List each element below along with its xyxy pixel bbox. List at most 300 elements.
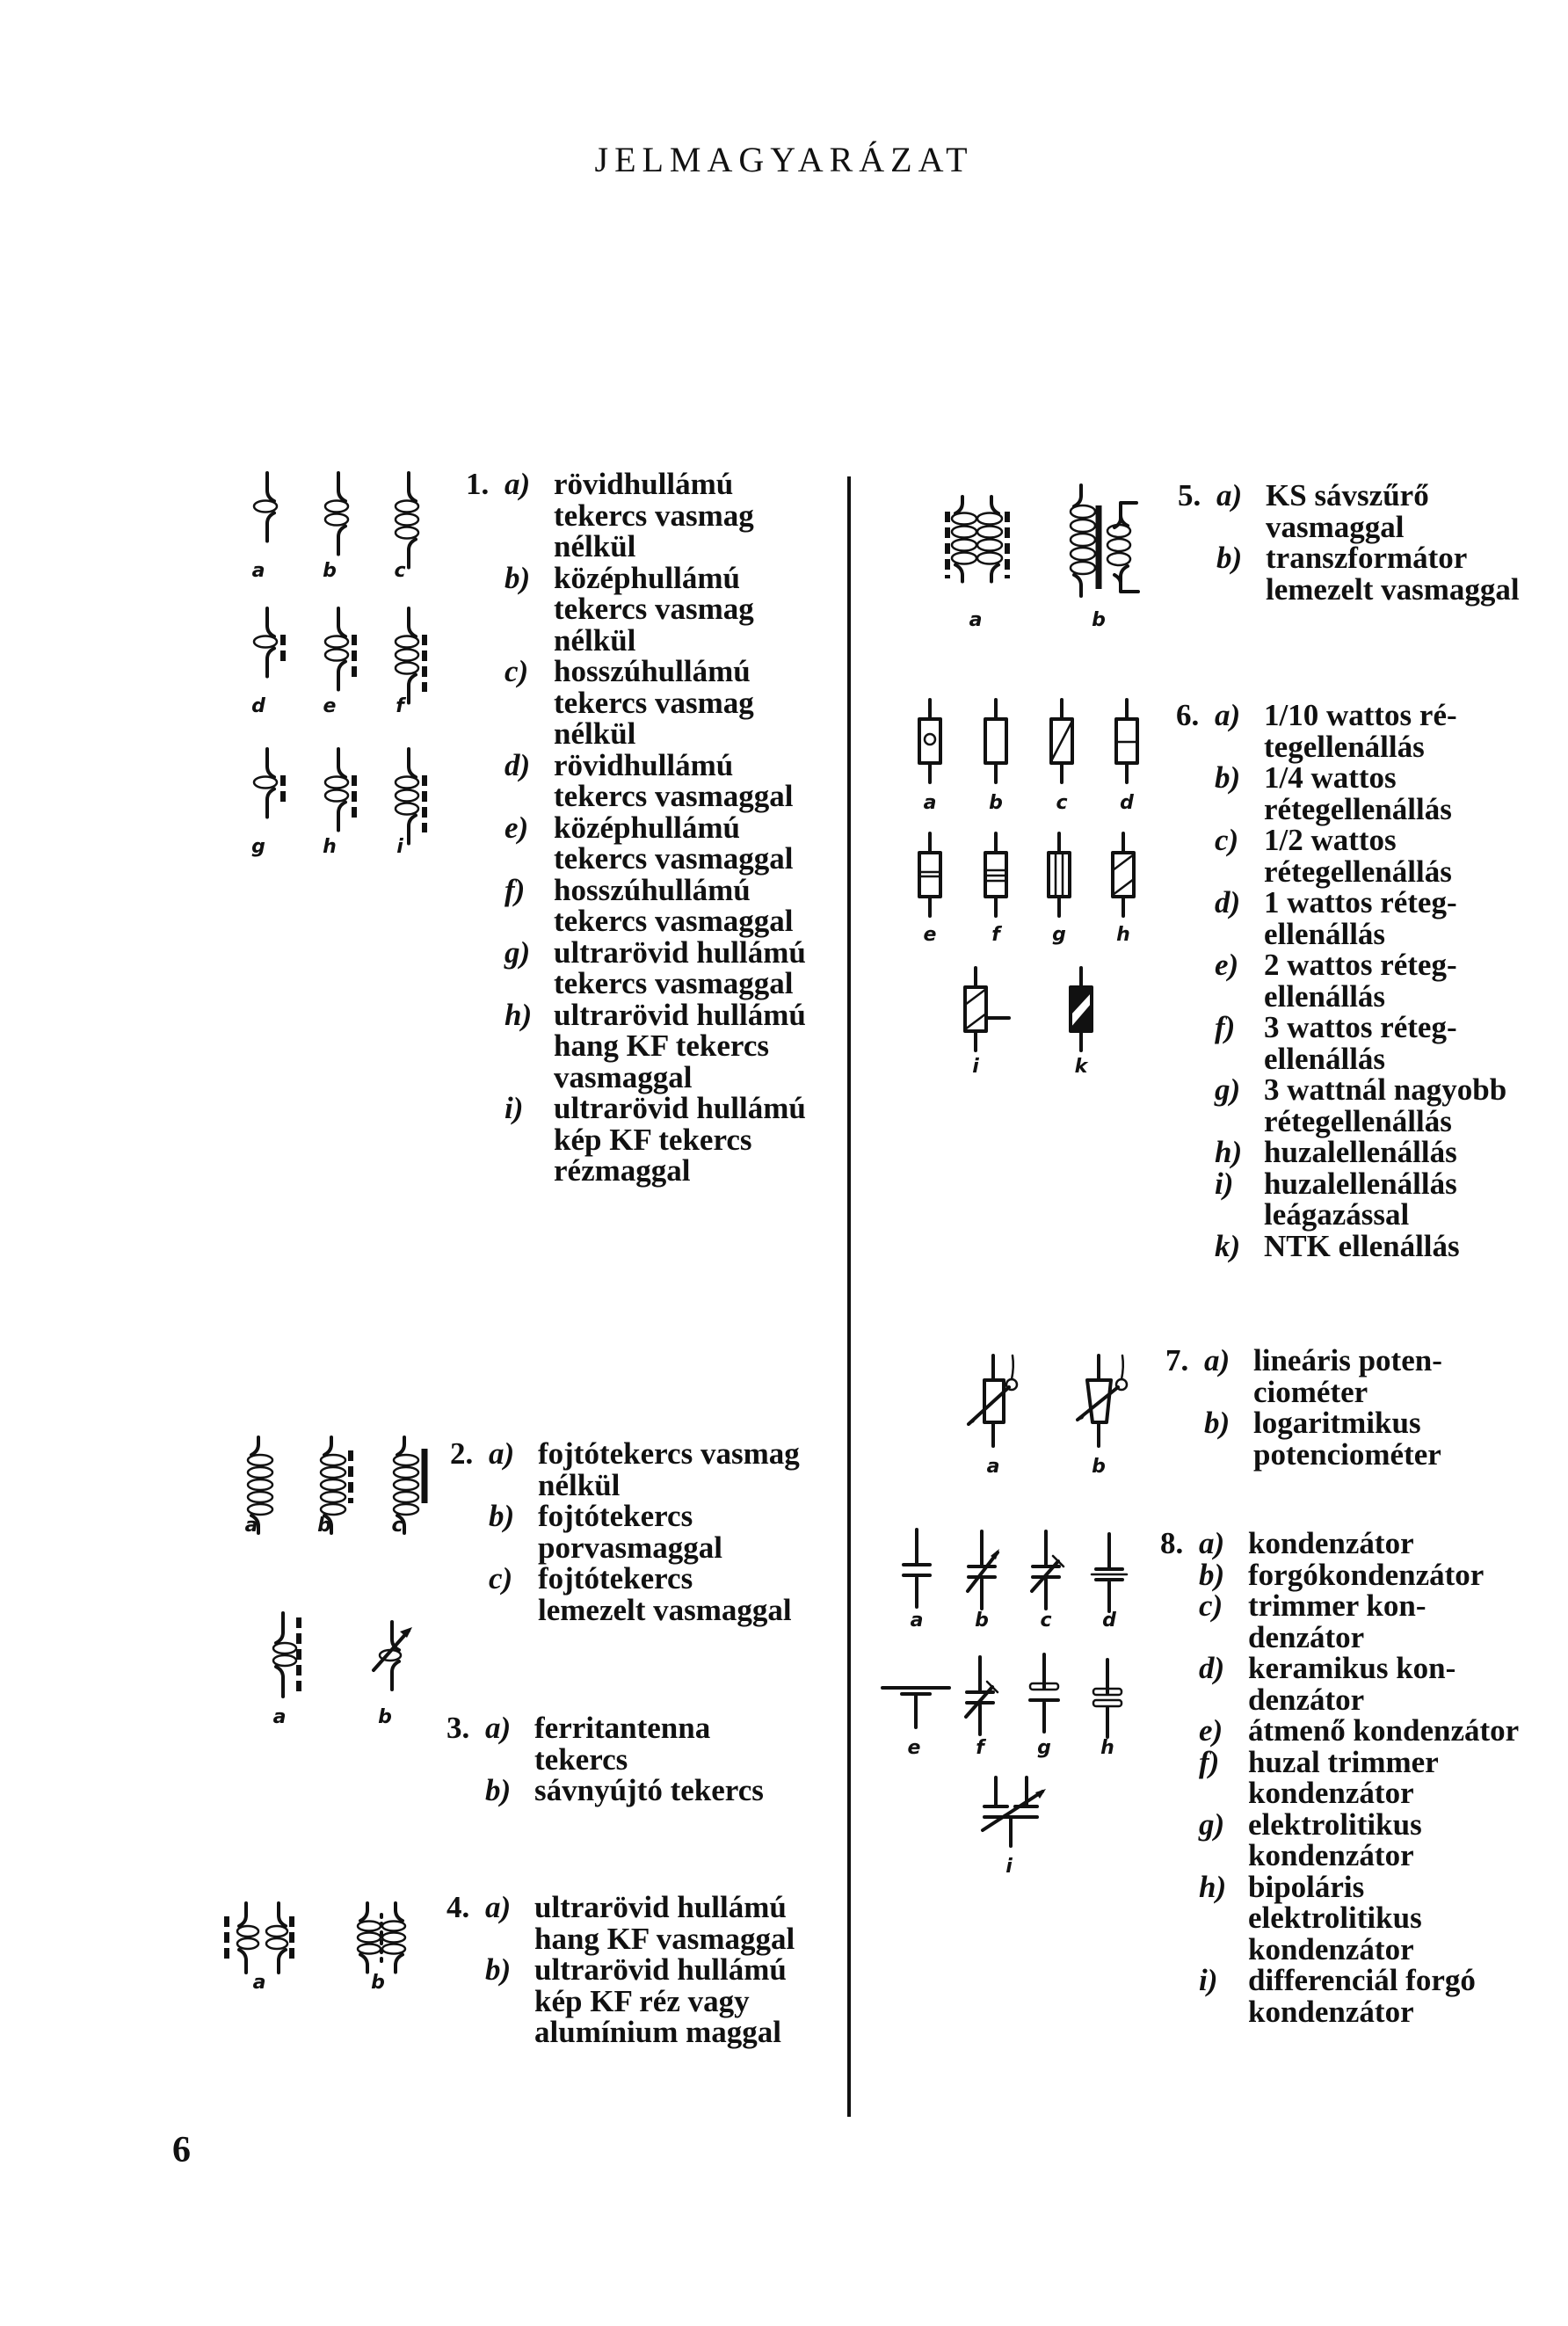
symbol-label: e <box>323 695 337 717</box>
coil-symbol <box>325 608 348 690</box>
symbol-label: c <box>1056 792 1068 814</box>
coil-symbol <box>396 749 418 844</box>
symbol-label: i <box>1005 1856 1013 1878</box>
item-description: középhullámú tekercs vasmaggal <box>554 810 794 876</box>
legend-item <box>1160 1559 1521 1591</box>
item-description: ultrarövid hullámú hang KF tekercs vasmaggal <box>554 997 806 1094</box>
coil-turn <box>1107 539 1130 551</box>
item-letter: e) <box>505 810 529 845</box>
symbol-label: d <box>251 695 265 717</box>
coil-turn <box>394 1479 418 1490</box>
capacitor-symbol <box>966 1657 998 1734</box>
symbol-label: h <box>1116 924 1130 946</box>
item-letter: c) <box>1215 823 1239 857</box>
capacitor-symbol <box>1030 1654 1058 1732</box>
coil-turn <box>977 527 1002 538</box>
coil-lead <box>267 473 274 501</box>
symbol-label: b <box>989 792 1003 814</box>
section-6 <box>1176 700 1536 1261</box>
resistor-body <box>1049 853 1070 897</box>
coil-turn <box>952 553 976 564</box>
symbol-label: b <box>317 1515 331 1537</box>
coil-lead <box>360 1903 367 1921</box>
legend-item <box>1160 1653 1521 1715</box>
symbol-label: c <box>391 1515 403 1537</box>
legend-item <box>1160 1869 1521 1966</box>
item-letter: h) <box>1199 1869 1227 1904</box>
wiper-lead <box>1012 1356 1013 1379</box>
coil-turn <box>394 1467 418 1478</box>
resistor-symbol <box>985 833 1006 916</box>
section-1 <box>466 469 822 1187</box>
resistor-symbol <box>965 968 1009 1050</box>
coil-symbol <box>358 1903 381 1973</box>
legend-item <box>1176 887 1536 949</box>
item-description: huzalellenállás leágazással <box>1264 1166 1457 1232</box>
marking-circle <box>925 734 935 745</box>
legend-item <box>446 1954 802 2048</box>
coil-lead <box>239 1950 246 1973</box>
item-description: differenciál forgó kondenzátor <box>1248 1963 1476 2029</box>
item-letter: c) <box>1199 1588 1223 1623</box>
wiper-terminal <box>1116 1379 1127 1390</box>
legend-item <box>1160 1590 1521 1653</box>
legend-item <box>466 747 822 813</box>
coil-turn <box>358 1933 381 1943</box>
column-divider <box>847 476 851 2117</box>
coil-turn <box>1071 534 1095 546</box>
coil-turn <box>248 1492 272 1502</box>
coil-lead <box>409 540 416 568</box>
coil-lead <box>1074 575 1081 596</box>
coil-turn <box>1071 562 1095 574</box>
legend-item <box>1176 762 1536 825</box>
item-description: 1/10 wattos rétegellenállás <box>1264 698 1457 764</box>
item-description: rövidhullámú tekercs vasmag nélkül <box>554 467 754 563</box>
section-5-symbols <box>897 466 1169 659</box>
coil-turn <box>977 553 1002 564</box>
symbol-label: g <box>1052 924 1066 946</box>
symbol-label: b <box>323 560 337 582</box>
item-letter: a) <box>485 1711 512 1745</box>
resistor-body <box>1113 853 1134 897</box>
capacitor-symbol <box>1092 1534 1127 1611</box>
symbol-label: b <box>371 1972 385 1994</box>
resistor-body <box>919 853 940 897</box>
coil-lead <box>409 608 416 636</box>
legend-item <box>466 872 822 938</box>
coil-turn <box>1071 548 1095 560</box>
symbol-label: h <box>323 836 337 858</box>
coil-turn <box>394 1492 418 1502</box>
coil-turn <box>321 1479 345 1490</box>
coil-turn <box>325 501 348 512</box>
legend-item <box>1176 700 1536 762</box>
section-number: 4. <box>446 1890 470 1924</box>
item-letter: d) <box>505 747 531 782</box>
marking-diagonal <box>965 989 986 1005</box>
item-description: ultrarövid hullámú tekercs vasmaggal <box>554 934 806 1000</box>
coil-lead <box>991 565 998 582</box>
marking-diagonal <box>1113 854 1134 870</box>
item-description: ultrarövid hullámú kép KF réz vagy alumínium maggal <box>534 1952 787 2049</box>
coil-lead <box>338 608 345 636</box>
coil-turn <box>254 501 277 512</box>
section-6-symbols <box>897 686 1169 1090</box>
coil-symbol <box>396 608 418 703</box>
symbol-label: f <box>991 924 1000 946</box>
item-letter: a) <box>1216 478 1243 512</box>
coil-turn <box>952 513 976 525</box>
symbol-label: g <box>1037 1737 1051 1759</box>
coil-turn <box>1071 505 1095 518</box>
legend-item <box>450 1501 806 1563</box>
coil-turn <box>396 663 418 674</box>
coil-turn <box>325 650 348 661</box>
coil-lead <box>360 1955 367 1973</box>
capacitor-symbol <box>1093 1660 1122 1737</box>
coil-lead <box>276 1667 283 1697</box>
item-description: 1/4 wattos rétegellenállás <box>1264 760 1452 826</box>
coil-turn <box>382 1922 405 1931</box>
item-description: átmenő kondenzátor <box>1248 1713 1520 1748</box>
legend-item <box>1165 1345 1526 1407</box>
resistor-symbol <box>1051 700 1072 782</box>
item-letter: g) <box>505 934 531 970</box>
symbol-label: h <box>1100 1737 1114 1759</box>
coil-symbol <box>254 473 277 542</box>
coil-lead <box>1121 566 1128 582</box>
legend-item <box>1165 1407 1526 1470</box>
item-description: 3 wattnál nagyobb rétegellenállás <box>1264 1072 1507 1138</box>
item-letter: g) <box>1199 1806 1225 1842</box>
item-description: sávnyújtó tekercs <box>534 1773 764 1807</box>
section-3-symbols <box>220 1609 431 1732</box>
item-description: középhullámú tekercs vasmag nélkül <box>554 560 754 658</box>
coil-lead <box>267 608 274 636</box>
item-letter: b) <box>485 1773 512 1807</box>
legend-item <box>1176 1168 1536 1231</box>
coil-symbol <box>254 608 277 677</box>
section-1-symbols <box>237 457 448 879</box>
symbol-label: d <box>1102 1610 1116 1632</box>
coil-turn <box>1071 520 1095 532</box>
marking-diagonal <box>1113 879 1134 895</box>
coil-turn <box>248 1455 272 1465</box>
item-letter: i) <box>505 1091 524 1125</box>
page-title: JELMAGYARÁZAT <box>594 140 974 179</box>
section-number: 5. <box>1178 478 1201 512</box>
item-letter: a) <box>485 1890 512 1924</box>
section-number: 3. <box>446 1711 470 1745</box>
coil-turn <box>977 540 1002 551</box>
item-letter: i) <box>1199 1963 1218 1997</box>
coil-turn <box>237 1938 258 1949</box>
symbol-label: a <box>272 1706 287 1728</box>
symbol-label: a <box>244 1515 258 1537</box>
section-7 <box>1165 1345 1526 1470</box>
symbol-label: a <box>251 560 265 582</box>
coil-lead <box>955 565 962 582</box>
coil-turn <box>321 1455 345 1465</box>
item-description: rövidhullámú tekercs vasmaggal <box>554 747 794 813</box>
coil-lead <box>396 1903 403 1921</box>
capacitor-symbol <box>983 1777 1046 1846</box>
coil-turn <box>321 1467 345 1478</box>
item-letter: a) <box>1215 698 1241 732</box>
coil-turn <box>248 1479 272 1490</box>
coil-symbol <box>273 1613 296 1697</box>
coil-turn <box>952 527 976 538</box>
symbol-label: b <box>1092 1456 1106 1478</box>
item-description: huzalellenállás <box>1264 1135 1457 1169</box>
coil-symbol <box>325 473 348 555</box>
item-letter: c) <box>505 654 529 688</box>
item-description: 1/2 wattos rétegellenállás <box>1264 823 1452 889</box>
coil-lead <box>239 1903 246 1926</box>
symbol-label: e <box>923 924 937 946</box>
coil-symbol <box>977 497 1002 582</box>
coil-turn <box>394 1455 418 1465</box>
symbol-label: a <box>910 1610 924 1632</box>
coil-symbol <box>396 473 418 568</box>
section-5 <box>1178 480 1538 605</box>
item-letter: h) <box>1215 1135 1243 1169</box>
resistor-symbol <box>1116 700 1137 782</box>
symbol-label: b <box>378 1706 392 1728</box>
legend-item <box>446 1712 802 1775</box>
coil-turn <box>266 1926 287 1937</box>
resistor-body <box>985 719 1006 763</box>
item-description: fojtótekercs porvasmaggal <box>538 1499 722 1565</box>
item-letter: b) <box>485 1952 512 1987</box>
coil-turn <box>1107 553 1130 565</box>
coil-symbol <box>325 749 348 831</box>
coil-turn <box>382 1933 405 1943</box>
item-description: transzformátor lemezelt vasmaggal <box>1266 541 1520 607</box>
coil-turn <box>394 1504 418 1515</box>
symbol-label: a <box>986 1456 1000 1478</box>
legend-item <box>466 812 822 875</box>
item-description: ultrarövid hullámú kép KF tekercs rézmaggal <box>554 1091 806 1188</box>
coil-turn <box>266 1938 287 1949</box>
coil-lead <box>267 513 274 542</box>
symbol-label: k <box>1074 1056 1088 1078</box>
item-letter: c) <box>489 1561 513 1595</box>
item-letter: a) <box>505 467 531 501</box>
coil-symbol <box>952 497 976 582</box>
legend-item <box>1176 1228 1536 1263</box>
resistor-symbol <box>1113 833 1134 916</box>
legend-item <box>446 1892 802 1954</box>
legend-item <box>466 656 822 750</box>
legend-item <box>466 1093 822 1187</box>
coil-lead <box>267 749 274 777</box>
item-letter: d) <box>1199 1651 1225 1685</box>
item-letter: f) <box>1215 1010 1236 1044</box>
coil-turn <box>325 514 348 526</box>
item-description: fojtótekercs lemezelt vasmaggal <box>538 1561 792 1627</box>
coil-turn <box>358 1922 381 1931</box>
symbol-label: e <box>907 1737 921 1759</box>
coil-turn <box>952 540 976 551</box>
section-7-symbols <box>879 1336 1169 1512</box>
coil-lead <box>338 662 345 690</box>
coil-lead <box>409 675 416 703</box>
legend-item <box>1160 1744 1521 1810</box>
legend-item <box>1176 1137 1536 1168</box>
item-letter: e) <box>1215 948 1239 982</box>
wiper-lead <box>1122 1356 1123 1379</box>
coil-turn <box>396 790 418 802</box>
resistor-symbol <box>1071 968 1092 1050</box>
section-number: 7. <box>1165 1343 1189 1377</box>
legend-item <box>466 560 822 658</box>
coil-lead <box>409 816 416 844</box>
coil-turn <box>396 636 418 648</box>
section-2 <box>450 1438 806 1625</box>
coil-lead <box>396 1955 403 1973</box>
symbol-label: d <box>1120 792 1134 814</box>
item-description: ferritantenna tekercs <box>534 1711 711 1777</box>
section-number: 1. <box>466 467 490 501</box>
coil-turn <box>254 777 277 789</box>
coil-turn <box>396 777 418 789</box>
resistor-body <box>965 987 986 1031</box>
resistor-body <box>919 719 940 763</box>
resistor-symbol <box>919 833 940 916</box>
coil-turn <box>273 1643 296 1654</box>
symbol-label: a <box>923 792 937 814</box>
capacitor-symbol <box>968 1531 999 1609</box>
section-4-symbols <box>211 1899 439 2004</box>
page-number: 6 <box>172 2130 191 2170</box>
coil-lead <box>1074 485 1081 506</box>
item-description: logaritmikus potenciométer <box>1253 1406 1441 1472</box>
coil-turn <box>248 1504 272 1515</box>
section-8 <box>1160 1528 1521 2027</box>
legend-item <box>450 1438 806 1501</box>
item-description: lineáris potenciométer <box>1253 1343 1442 1409</box>
legend-item <box>446 1775 802 1806</box>
section-number: 8. <box>1160 1526 1184 1560</box>
item-description: 1 wattos rétegellenállás <box>1264 885 1457 951</box>
symbol-label: f <box>396 695 404 717</box>
item-letter: a) <box>1204 1343 1230 1377</box>
section-number: 2. <box>450 1436 474 1471</box>
item-letter: f) <box>505 872 526 907</box>
section-4 <box>446 1892 802 2048</box>
coil-turn <box>1107 525 1130 537</box>
item-description: keramikus kondenzátor <box>1248 1651 1456 1717</box>
item-description: trimmer kondenzátor <box>1248 1588 1426 1654</box>
legend-item <box>1176 1012 1536 1074</box>
item-letter: i) <box>1215 1166 1234 1201</box>
item-description: NTK ellenállás <box>1264 1228 1460 1263</box>
item-letter: e) <box>1199 1713 1223 1748</box>
symbol-label: c <box>1040 1610 1052 1632</box>
coil-turn <box>977 513 1002 525</box>
legend-item <box>450 1563 806 1625</box>
item-description: 3 wattos rétegellenállás <box>1264 1010 1457 1076</box>
coil-turn <box>273 1655 296 1666</box>
coil-lead <box>409 473 416 501</box>
coil-turn <box>325 790 348 802</box>
coil-symbol <box>1071 485 1095 596</box>
item-description: bipoláris elektrolitikus kondenzátor <box>1248 1869 1422 1966</box>
section-2-symbols <box>220 1424 431 1538</box>
capacitor-symbol <box>1032 1531 1063 1609</box>
coil-lead <box>338 473 345 501</box>
coil-turn <box>321 1504 345 1515</box>
coil-symbol <box>266 1903 287 1973</box>
secondary-lead <box>1114 575 1138 592</box>
coil-symbol <box>380 1622 401 1690</box>
item-letter: g) <box>1215 1072 1241 1107</box>
coil-turn <box>325 636 348 648</box>
section-number: 6. <box>1176 698 1200 732</box>
coil-turn <box>382 1944 405 1954</box>
resistor-symbol <box>919 700 940 782</box>
item-letter: b) <box>489 1499 515 1533</box>
legend-item <box>466 469 822 563</box>
coil-lead <box>955 497 962 513</box>
coil-lead <box>409 749 416 777</box>
symbol-label: c <box>394 560 406 582</box>
legend-item <box>1176 1074 1536 1137</box>
symbol-label: b <box>1092 609 1106 631</box>
legend-item <box>1160 1806 1521 1872</box>
coil-symbol <box>237 1903 258 1973</box>
item-letter: b) <box>1204 1406 1230 1440</box>
item-letter: b) <box>1215 760 1241 795</box>
item-letter: b) <box>1199 1557 1225 1592</box>
resistor-symbol <box>1049 833 1070 916</box>
coil-lead <box>1121 510 1128 526</box>
item-letter: a) <box>1199 1526 1225 1560</box>
item-description: forgókondenzátor <box>1248 1557 1485 1592</box>
item-letter: b) <box>1216 541 1243 575</box>
symbol-label: g <box>251 836 265 858</box>
item-letter: b) <box>505 560 531 595</box>
coil-turn <box>254 636 277 648</box>
legend-item <box>1176 949 1536 1012</box>
coil-lead <box>338 527 345 555</box>
arrow-head <box>967 1414 979 1426</box>
item-description: KS sávszűrő vasmaggal <box>1266 478 1429 544</box>
item-description: elektrolitikus kondenzátor <box>1248 1806 1422 1872</box>
coil-turn <box>358 1944 381 1954</box>
coil-turn <box>396 501 418 512</box>
coil-lead <box>392 1661 399 1690</box>
coil-lead <box>338 749 345 777</box>
capacitor-plate <box>1093 1700 1122 1706</box>
symbol-label: a <box>969 609 983 631</box>
coil-symbol <box>382 1903 405 1973</box>
coil-turn <box>396 650 418 661</box>
legend-item <box>1160 1715 1521 1747</box>
item-letter: k) <box>1215 1228 1241 1263</box>
coil-turn <box>248 1467 272 1478</box>
item-description: hosszúhullámú tekercs vasmag nélkül <box>554 654 754 751</box>
symbol-label: f <box>976 1737 984 1759</box>
legend-item <box>1178 480 1538 542</box>
coil-lead <box>251 1437 258 1455</box>
item-letter: d) <box>1215 885 1241 919</box>
item-description: kondenzátor <box>1248 1526 1414 1560</box>
symbol-label: i <box>396 836 403 858</box>
coil-lead <box>279 1950 286 1973</box>
